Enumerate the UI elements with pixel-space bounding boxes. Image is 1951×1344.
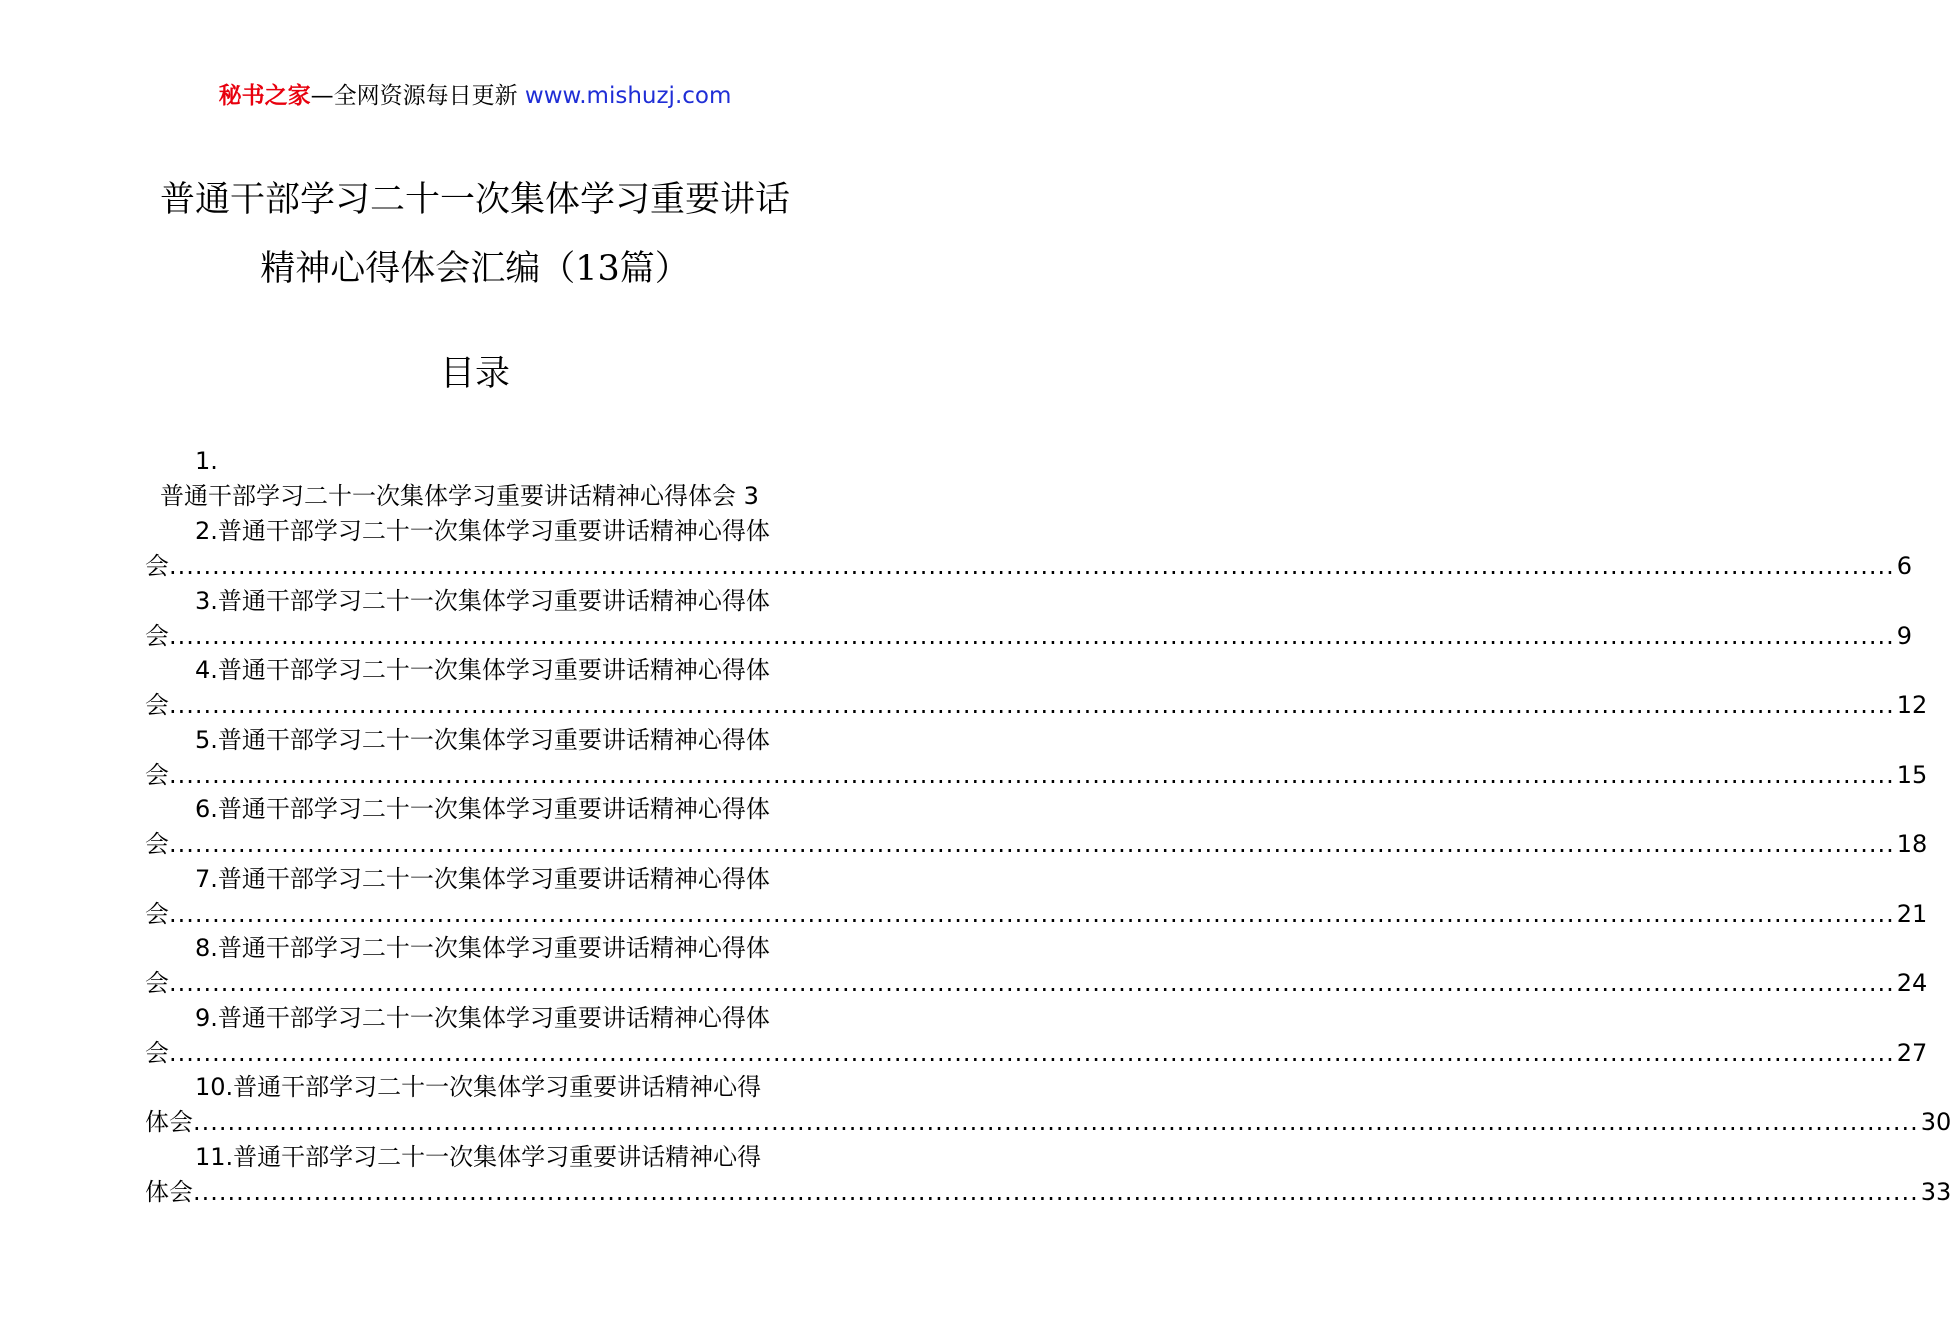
toc-page-number: 27 — [1896, 1039, 1928, 1067]
toc-entry-tail-text: 体会 — [145, 1108, 193, 1136]
toc-entry-tail-text: 会 — [145, 1039, 169, 1067]
toc-page-number: 30 — [1920, 1108, 1951, 1136]
toc-entry-tail-text: 会 — [145, 830, 169, 858]
toc-entry-second-line[interactable] — [145, 1035, 1928, 1071]
toc-dot-leader: ........................................................................................................................................................................................................ — [169, 830, 1895, 858]
document-title-line-1: 普通干部学习二十一次集体学习重要讲话 — [159, 180, 790, 220]
toc-page-number: 15 — [1896, 761, 1928, 789]
toc-dot-leader: ........................................................................................................................................................................................................ — [169, 900, 1895, 928]
toc-dot-leader: ........................................................................................................................................................................................................ — [169, 969, 1895, 997]
toc-entry-first-line[interactable]: 8.普通干部学习二十一次集体学习重要讲话精神心得体 — [195, 934, 770, 962]
toc-entry-tail-text: 体会 — [145, 1178, 193, 1206]
toc-entry-tail-text: 会 — [145, 969, 169, 997]
brand-name: 秘书之家 — [218, 83, 311, 109]
toc-entry-tail-text: 会 — [145, 622, 169, 650]
toc-dot-leader: ........................................................................................................................................................................................................ — [169, 552, 1895, 580]
toc-entry-second-line[interactable] — [145, 618, 1913, 654]
toc-entry-second-line[interactable] — [145, 548, 1913, 584]
toc-entry-second-line[interactable] — [145, 965, 1928, 1001]
title-count-number: 13 — [575, 249, 620, 289]
toc-page-number: 12 — [1896, 691, 1928, 719]
toc-entry-first-line[interactable]: 10.普通干部学习二十一次集体学习重要讲话精神心得 — [195, 1073, 762, 1101]
toc-entry-first-line[interactable]: 2.普通干部学习二十一次集体学习重要讲话精神心得体 — [195, 517, 770, 545]
toc-entry-second-line[interactable] — [145, 687, 1928, 723]
title-prefix: 精神心得体会汇编（ — [260, 249, 576, 289]
toc-page-number: 9 — [1896, 622, 1913, 650]
toc-entry-tail-text: 会 — [145, 691, 169, 719]
toc-entry-second-line[interactable] — [145, 1104, 1951, 1140]
toc-entry-first-line[interactable]: 9.普通干部学习二十一次集体学习重要讲话精神心得体 — [195, 1004, 770, 1032]
toc-entry-second-line[interactable] — [145, 757, 1928, 793]
toc-entry-first-line[interactable]: 3.普通干部学习二十一次集体学习重要讲话精神心得体 — [195, 587, 770, 615]
toc-entry-second-line[interactable] — [145, 896, 1928, 932]
toc-page-number: 18 — [1896, 830, 1928, 858]
toc-entry-tail-text: 会 — [145, 761, 169, 789]
toc-entry-first-line[interactable]: 11.普通干部学习二十一次集体学习重要讲话精神心得 — [195, 1143, 762, 1171]
toc-entry-tail-text: 会 — [145, 900, 169, 928]
toc-entry-second-line[interactable] — [145, 1174, 1951, 1210]
toc-heading: 目录 — [439, 354, 510, 394]
toc-dot-leader: ........................................................................................................................................................................................................ — [169, 761, 1895, 789]
toc-entry-first-line[interactable]: 4.普通干部学习二十一次集体学习重要讲话精神心得体 — [195, 656, 770, 684]
toc-page-number: 24 — [1896, 969, 1928, 997]
toc-entry-first-line[interactable]: 7.普通干部学习二十一次集体学习重要讲话精神心得体 — [195, 865, 770, 893]
toc-dot-leader: ........................................................................................................................................................................................................ — [169, 622, 1895, 650]
toc-dot-leader: ........................................................................................................................................................................................................ — [169, 1039, 1895, 1067]
toc-page-number: 21 — [1896, 900, 1928, 928]
document-title-line-2 — [0, 245, 950, 293]
site-header — [0, 78, 950, 114]
header-tagline: —全网资源每日更新 — [310, 83, 525, 109]
toc-entry-tail-text: 会 — [145, 552, 169, 580]
toc-entry-first-line[interactable]: 6.普通干部学习二十一次集体学习重要讲话精神心得体 — [195, 795, 770, 823]
toc-dot-leader: ........................................................................................................................................................................................................ — [193, 1178, 1919, 1206]
toc-dot-leader: ........................................................................................................................................................................................................ — [169, 691, 1895, 719]
toc-entry-second-line[interactable] — [145, 826, 1928, 862]
toc-entry-first-line[interactable]: 5.普通干部学习二十一次集体学习重要讲话精神心得体 — [195, 726, 770, 754]
toc-page-number: 33 — [1920, 1178, 1951, 1206]
title-suffix: 篇） — [619, 249, 690, 289]
toc-page-number: 6 — [1896, 552, 1913, 580]
site-url-link[interactable]: www.mishuzj.com — [524, 83, 732, 109]
toc-entry-1-text[interactable]: 普通干部学习二十一次集体学习重要讲话精神心得体会 3 — [160, 482, 759, 510]
toc-entry-1-number[interactable]: 1. — [195, 447, 218, 475]
toc-dot-leader: ........................................................................................................................................................................................................ — [193, 1108, 1919, 1136]
